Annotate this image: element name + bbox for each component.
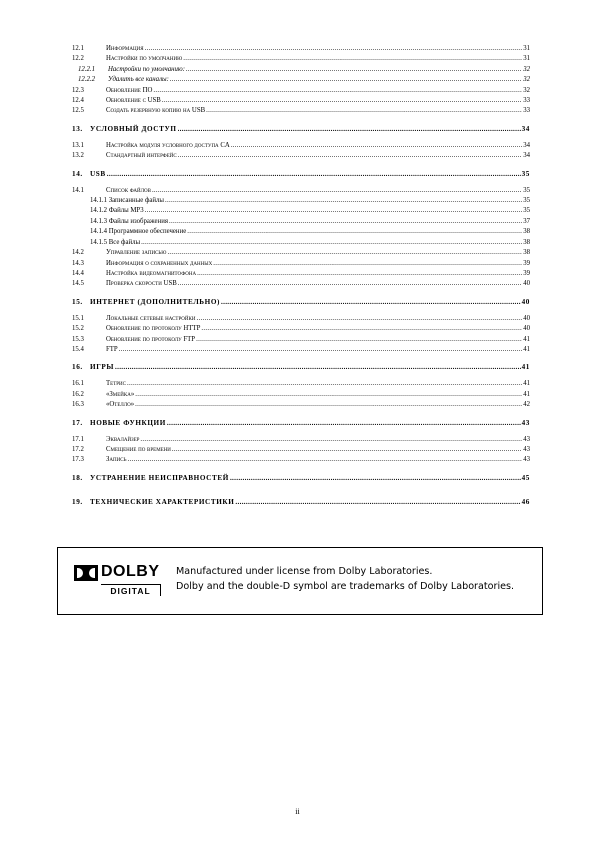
toc-entry-page: 40 xyxy=(523,325,530,333)
toc-entry-title: Обновление ПО xyxy=(106,86,153,94)
toc-entry[interactable] xyxy=(72,473,530,484)
toc-entry[interactable] xyxy=(72,259,530,269)
toc-entry-number: 15.1 xyxy=(72,314,84,322)
toc-entry-number: 14.4 xyxy=(72,269,84,277)
toc-entry[interactable] xyxy=(72,106,530,116)
toc-entry[interactable] xyxy=(72,379,530,389)
toc-entry-page: 41 xyxy=(521,363,530,372)
toc-leader-dots xyxy=(169,217,522,227)
toc-entry-title: НОВЫЕ ФУНКЦИИ xyxy=(90,418,166,427)
toc-leader-dots xyxy=(197,269,522,279)
toc-entry-number: 14.5 xyxy=(72,280,84,288)
toc-entry-title: 14.1.2 Файлы MP3 xyxy=(90,207,144,215)
toc-entry-title: 14.1.1 Записанные файлы xyxy=(90,197,164,205)
toc-entry-title: Локальные сетевые настройки xyxy=(106,314,196,322)
toc-entry-number: 14.1 xyxy=(72,186,84,194)
toc-leader-dots xyxy=(141,238,522,248)
toc-leader-dots xyxy=(167,418,521,429)
toc-leader-dots xyxy=(201,324,522,334)
toc-leader-dots xyxy=(153,86,522,96)
toc-entry-title: Тетрис xyxy=(106,380,126,388)
toc-entry-page: 38 xyxy=(523,238,530,246)
toc-entry-title: Проверка скорости USB xyxy=(106,280,177,288)
toc-leader-dots xyxy=(196,335,522,345)
toc-entry-number: 12.4 xyxy=(72,97,84,105)
toc-entry-page: 32 xyxy=(523,76,530,84)
toc-entry-number: 14. xyxy=(72,169,83,178)
toc-leader-dots xyxy=(178,124,521,135)
toc-entry[interactable] xyxy=(72,335,530,345)
toc-entry[interactable] xyxy=(72,54,530,64)
toc-entry-page: 41 xyxy=(523,335,530,343)
toc-leader-dots xyxy=(172,445,522,455)
toc-entry-title: Информация о сохраненных данных xyxy=(106,259,213,267)
toc-entry-number: 17.2 xyxy=(72,445,84,453)
toc-entry[interactable] xyxy=(72,151,530,161)
toc-entry[interactable] xyxy=(72,186,530,196)
toc-entry-number: 17. xyxy=(72,418,83,427)
toc-leader-dots xyxy=(183,54,522,64)
toc-entry-title: ТЕХНИЧЕСКИЕ ХАРАКТЕРИСТИКИ xyxy=(90,497,235,506)
toc-leader-dots xyxy=(127,455,522,465)
dolby-logo-word: DOLBY xyxy=(101,563,160,580)
toc-entry-page: 43 xyxy=(523,456,530,464)
toc-entry-page: 39 xyxy=(523,259,530,267)
toc-leader-dots xyxy=(127,379,522,389)
toc-entry[interactable] xyxy=(72,418,530,429)
toc-entry-title: Эквалайзер xyxy=(106,435,140,443)
toc-entry-title: «Отелло» xyxy=(106,401,135,409)
toc-entry[interactable] xyxy=(72,238,530,248)
toc-entry-page: 41 xyxy=(523,390,530,398)
toc-entry[interactable] xyxy=(72,217,530,227)
toc-leader-dots xyxy=(140,435,522,445)
toc-entry-page: 40 xyxy=(521,297,530,306)
toc-entry-title: Настройка модуля условного доступа CA xyxy=(106,141,230,149)
toc-entry[interactable] xyxy=(72,362,530,373)
toc-entry-title: 14.1.4 Программное обеспечение xyxy=(90,228,187,236)
toc-entry-page: 31 xyxy=(523,55,530,63)
toc-entry-number: 19. xyxy=(72,497,83,506)
toc-spacer xyxy=(72,484,530,491)
toc-leader-dots xyxy=(145,206,523,216)
toc-entry-title: Настройки по умолчанию: xyxy=(108,65,185,73)
toc-entry-title: УСЛОВНЫЙ ДОСТУП xyxy=(90,124,177,133)
toc-leader-dots xyxy=(213,259,522,269)
toc-entry-page: 39 xyxy=(523,269,530,277)
toc-spacer xyxy=(72,290,530,297)
toc-entry-page: 35 xyxy=(523,197,530,205)
toc-entry-page: 33 xyxy=(523,107,530,115)
double-d-icon xyxy=(74,565,98,581)
toc-entry-number: 18. xyxy=(72,473,83,482)
toc-entry-number: 16. xyxy=(72,363,83,372)
toc-entry-page: 40 xyxy=(523,314,530,322)
toc-entry-page: 34 xyxy=(523,141,530,149)
toc-leader-dots xyxy=(187,227,522,237)
toc-leader-dots xyxy=(119,345,522,355)
toc-entry[interactable] xyxy=(72,445,530,455)
toc-entry-title: Настройки по умолчанию xyxy=(106,55,183,63)
toc-entry-page: 38 xyxy=(523,228,530,236)
toc-entry-number: 14.3 xyxy=(72,259,84,267)
toc-entry-title: УСТРАНЕНИЕ НЕИСПРАВНОСТЕЙ xyxy=(90,473,229,482)
toc-entry-number: 17.3 xyxy=(72,456,84,464)
toc-entry[interactable] xyxy=(72,227,530,237)
toc-leader-dots xyxy=(145,44,523,54)
toc-entry-title: ИГРЫ xyxy=(90,363,115,372)
toc-entry-page: 31 xyxy=(523,45,530,52)
toc-leader-dots xyxy=(178,279,522,289)
toc-entry-page: 43 xyxy=(523,435,530,443)
toc-entry-title: 14.1.3 Файлы изображения xyxy=(90,217,168,225)
toc-entry-page: 32 xyxy=(523,65,530,73)
toc-entry-number: 12.5 xyxy=(72,107,84,115)
toc-entry-number: 13.1 xyxy=(72,141,84,149)
toc-leader-dots xyxy=(165,196,522,206)
toc-entry-page: 38 xyxy=(523,249,530,257)
toc-entry[interactable] xyxy=(72,400,530,410)
toc-entry-number: 16.1 xyxy=(72,380,84,388)
toc-entry-page: 45 xyxy=(521,473,530,482)
dolby-logo-digital: DIGITAL xyxy=(101,584,161,596)
toc-entry-title: Обновление с USB xyxy=(106,97,161,105)
toc-entry-number: 12.2.1 xyxy=(78,65,95,73)
toc-entry-title: Управление записью xyxy=(106,249,167,257)
toc-entry-number: 15.2 xyxy=(72,325,84,333)
toc-leader-dots xyxy=(186,65,522,75)
toc-entry[interactable] xyxy=(72,86,530,96)
toc-entry-title: Обновление по протоколу FTP xyxy=(106,335,196,343)
toc-entry-title: FTP xyxy=(106,345,118,353)
toc-entry[interactable] xyxy=(72,455,530,465)
toc-entry-number: 14.2 xyxy=(72,249,84,257)
toc-entry[interactable] xyxy=(72,44,530,54)
toc-entry[interactable] xyxy=(72,196,530,206)
toc-entry-title: «Змейка» xyxy=(106,390,135,398)
toc-spacer xyxy=(72,355,530,362)
toc-entry-number: 16.3 xyxy=(72,401,84,409)
toc-entry[interactable] xyxy=(72,141,530,151)
toc-entry-page: 46 xyxy=(521,497,530,506)
toc-entry-page: 43 xyxy=(523,445,530,453)
toc-entry[interactable] xyxy=(72,390,530,400)
toc-leader-dots xyxy=(235,497,520,508)
toc-leader-dots xyxy=(135,390,522,400)
toc-entry-number: 15.3 xyxy=(72,335,84,343)
toc-entry-number: 12.3 xyxy=(72,86,84,94)
toc-entry-page: 41 xyxy=(523,380,530,388)
toc-entry[interactable] xyxy=(72,75,530,85)
toc-leader-dots xyxy=(221,297,521,308)
toc-entry-title: Обновление по протоколу HTTP xyxy=(106,325,201,333)
page-number: ii xyxy=(295,807,300,816)
toc-spacer xyxy=(72,411,530,418)
toc-leader-dots xyxy=(196,314,522,324)
toc-entry[interactable] xyxy=(72,248,530,258)
toc-leader-dots xyxy=(178,151,522,161)
toc-entry[interactable] xyxy=(72,206,530,216)
toc-entry-number: 12.1 xyxy=(72,45,84,52)
toc-entry-number: 12.2.2 xyxy=(78,76,95,84)
toc-entry-title: ИНТЕРНЕТ (ДОПОЛНИТЕЛЬНО) xyxy=(90,297,220,306)
toc-leader-dots xyxy=(230,473,521,484)
toc-entry-title: Список файлов xyxy=(106,186,151,194)
toc-leader-dots xyxy=(162,96,522,106)
toc-entry-title: Создать резервную копию на USB xyxy=(106,107,206,115)
toc-leader-dots xyxy=(107,169,521,180)
toc-leader-dots xyxy=(152,186,522,196)
toc-entry-page: 43 xyxy=(521,418,530,427)
toc-entry-page: 34 xyxy=(521,124,530,133)
toc-entry-number: 15.4 xyxy=(72,345,84,353)
toc-entry-title: Запись xyxy=(106,456,127,464)
toc-leader-dots xyxy=(115,362,521,373)
toc-entry-title: Информация xyxy=(106,45,144,52)
toc-entry-page: 40 xyxy=(523,280,530,288)
toc-entry-number: 13. xyxy=(72,124,83,133)
toc-entry-page: 42 xyxy=(523,401,530,409)
dolby-license-text xyxy=(176,564,514,594)
toc-entry[interactable] xyxy=(72,435,530,445)
toc-leader-dots xyxy=(206,106,522,116)
toc-entry-number: 12.2 xyxy=(72,55,84,63)
toc-entry[interactable] xyxy=(72,279,530,289)
dolby-license-box xyxy=(57,547,543,615)
toc-entry[interactable] xyxy=(72,324,530,334)
toc-entry[interactable] xyxy=(72,497,530,508)
toc-entry-page: 33 xyxy=(523,97,530,105)
toc-entry[interactable] xyxy=(72,345,530,355)
toc-entry-page: 35 xyxy=(521,169,530,178)
toc-leader-dots xyxy=(135,400,522,410)
toc-entry-number: 13.2 xyxy=(72,152,84,160)
toc-entry[interactable] xyxy=(72,297,530,308)
toc-entry[interactable] xyxy=(72,314,530,324)
toc-leader-dots xyxy=(231,141,522,151)
toc-entry-page: 41 xyxy=(523,345,530,353)
toc-entry-title: Настройка видеомагнитофона xyxy=(106,269,197,277)
toc-entry-number: 17.1 xyxy=(72,435,84,443)
toc-entry-page: 32 xyxy=(523,86,530,94)
toc-entry-number: 16.2 xyxy=(72,390,84,398)
toc-entry-number: 15. xyxy=(72,297,83,306)
toc-entry[interactable] xyxy=(72,65,530,75)
dolby-license-line-2: Dolby and the double-D symbol are trademarks of Dolby Laboratories. xyxy=(176,581,515,592)
toc-entry[interactable] xyxy=(72,269,530,279)
toc-entry-title: Удалить все каналы: xyxy=(108,76,169,84)
toc-entry-page: 35 xyxy=(523,207,530,215)
dolby-digital-logo xyxy=(74,564,166,598)
toc-leader-dots xyxy=(170,75,522,85)
toc-entry[interactable] xyxy=(72,96,530,106)
toc-entry-title: USB xyxy=(90,169,106,178)
toc-entry[interactable] xyxy=(72,124,530,135)
toc-leader-dots xyxy=(167,248,522,258)
toc-entry-page: 34 xyxy=(523,152,530,160)
toc-entry-page: 35 xyxy=(523,186,530,194)
table-of-contents xyxy=(72,44,530,508)
dolby-license-line-1: Manufactured under license from Dolby Laboratories. xyxy=(176,566,433,577)
toc-entry-title: 14.1.5 Все файлы xyxy=(90,238,141,246)
toc-entry-page: 37 xyxy=(523,217,530,225)
toc-entry-title: Смещение по времени xyxy=(106,445,171,453)
toc-entry-title: Стандартный интерфейс xyxy=(106,152,177,160)
toc-spacer xyxy=(72,162,530,169)
toc-spacer xyxy=(72,466,530,473)
toc-entry[interactable] xyxy=(72,169,530,180)
toc-spacer xyxy=(72,117,530,124)
